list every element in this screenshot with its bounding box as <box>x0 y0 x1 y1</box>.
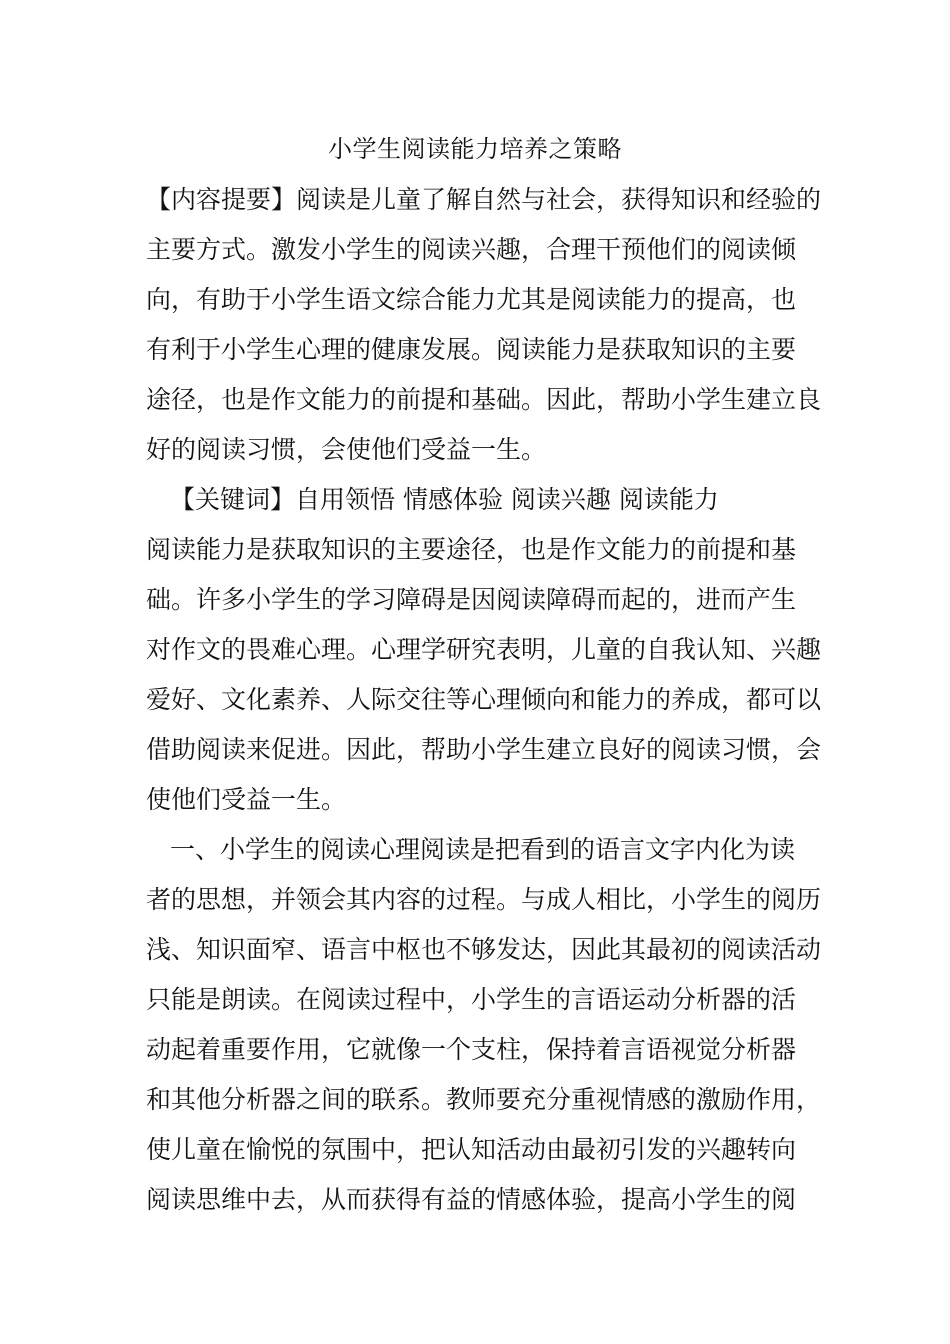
section1-line-7: 使儿童在愉悦的氛围中，把认知活动由最初引发的兴趣转向 <box>146 1135 797 1164</box>
abstract-line-4: 有利于小学生心理的健康发展。阅读能力是获取知识的主要 <box>146 335 797 364</box>
intro-line-2: 础。许多小学生的学习障碍是因阅读障碍而起的，进而产生 <box>146 585 797 614</box>
abstract-line-6: 好的阅读习惯，会使他们受益一生。 <box>146 435 547 464</box>
intro-line-5: 借助阅读来促进。因此，帮助小学生建立良好的阅读习惯，会 <box>146 735 822 764</box>
section1-line-1: 一、小学生的阅读心理阅读是把看到的语言文字内化为读 <box>170 835 796 864</box>
abstract-line-2: 主要方式。激发小学生的阅读兴趣，合理干预他们的阅读倾 <box>146 235 797 264</box>
keywords-line: 【关键词】自用领悟 情感体验 阅读兴趣 阅读能力 <box>170 485 719 514</box>
section1-line-4: 只能是朗读。在阅读过程中，小学生的言语运动分析器的活 <box>146 985 797 1014</box>
section1-line-2: 者的思想，并领会其内容的过程。与成人相比，小学生的阅历 <box>146 885 822 914</box>
intro-line-1: 阅读能力是获取知识的主要途径，也是作文能力的前提和基 <box>146 535 797 564</box>
intro-line-3: 对作文的畏难心理。心理学研究表明，儿童的自我认知、兴趣 <box>146 635 822 664</box>
section1-line-8: 阅读思维中去，从而获得有益的情感体验，提高小学生的阅 <box>146 1185 797 1214</box>
document-title: 小学生阅读能力培养之策略 <box>328 135 622 163</box>
abstract-line-1: 【内容提要】阅读是儿童了解自然与社会，获得知识和经验的 <box>146 185 822 214</box>
intro-line-6: 使他们受益一生。 <box>146 785 347 814</box>
abstract-line-3: 向，有助于小学生语文综合能力尤其是阅读能力的提高，也 <box>146 285 797 314</box>
section1-line-5: 动起着重要作用，它就像一个支柱，保持着言语视觉分析器 <box>146 1035 797 1064</box>
abstract-line-5: 途径，也是作文能力的前提和基础。因此，帮助小学生建立良 <box>146 385 822 414</box>
section1-line-3: 浅、知识面窄、语言中枢也不够发达，因此其最初的阅读活动 <box>146 935 822 964</box>
intro-line-4: 爱好、文化素养、人际交往等心理倾向和能力的养成，都可以 <box>146 685 822 714</box>
section1-line-6: 和其他分析器之间的联系。教师要充分重视情感的激励作用， <box>146 1085 822 1114</box>
